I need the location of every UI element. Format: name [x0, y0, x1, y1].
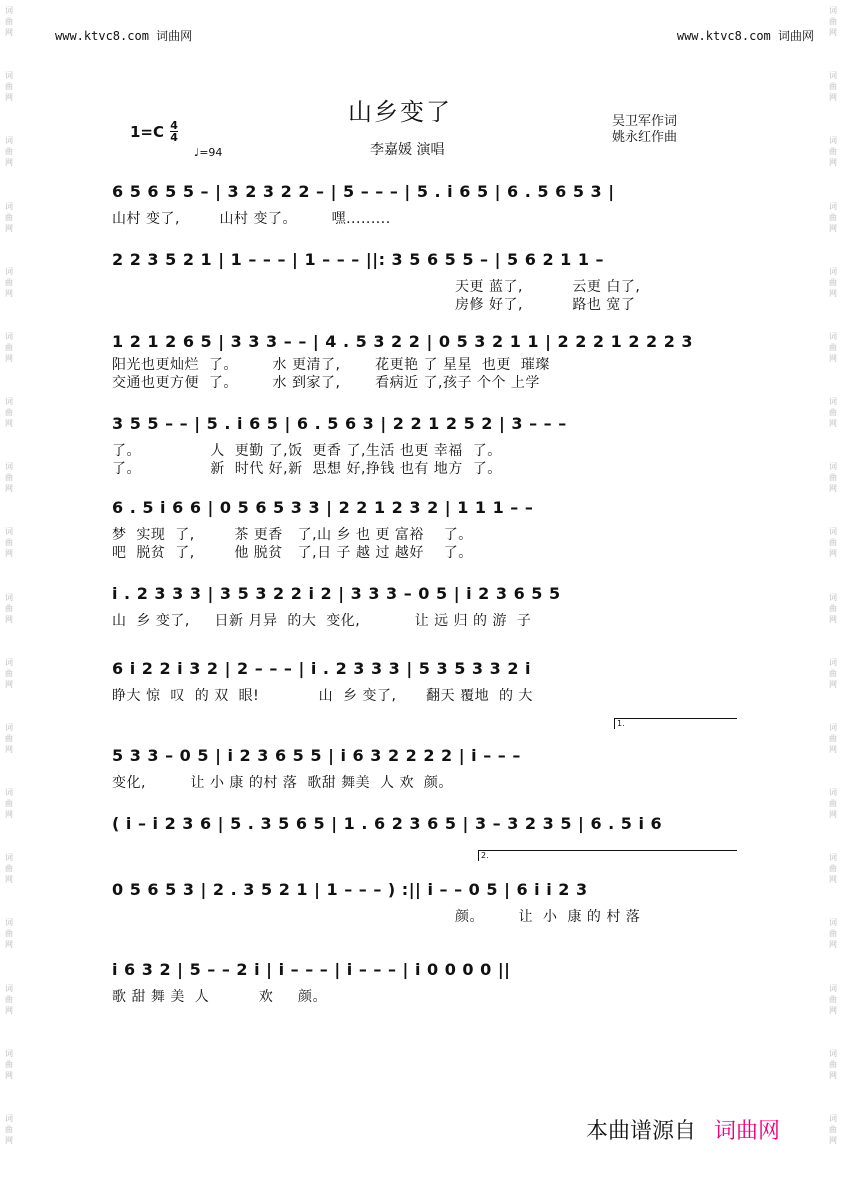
- watermark-glyph: 词: [829, 527, 837, 537]
- watermark-glyph: 曲: [5, 82, 13, 92]
- key-label: 1=C: [130, 122, 165, 141]
- watermark-glyph: 词: [829, 853, 837, 863]
- watermark-glyph: 曲: [829, 473, 837, 483]
- watermark-glyph: 词: [5, 201, 13, 211]
- watermark-glyph: 曲: [829, 538, 837, 548]
- watermark-glyph: 网: [5, 158, 13, 168]
- lyric-line: 睁大 惊 叹 的 双 眼! 山 乡 变了, 翻天 覆地 的 大: [112, 688, 533, 704]
- lyric-line: 了。 人 更勤 了,饭 更香 了,生活 也更 幸福 了。: [112, 443, 502, 459]
- watermark-glyph: 网: [5, 288, 13, 298]
- watermark-glyph: 词: [5, 657, 13, 667]
- watermark-glyph: 曲: [829, 1059, 837, 1069]
- time-top: 4: [170, 119, 178, 132]
- notation-row: [112, 236, 742, 272]
- note-sequence: 6 i 2 2 i 3 2 | 2 – – – | i . 2 3 3 3 | 5 3 5 3 3 2 i: [112, 659, 531, 678]
- source-footer: [586, 1114, 780, 1145]
- watermark-glyph: 网: [829, 419, 837, 429]
- watermark-glyph: 曲: [829, 864, 837, 874]
- watermark-glyph: 网: [5, 1070, 13, 1080]
- watermark-glyph: 网: [829, 744, 837, 754]
- watermark-glyph: 词: [829, 462, 837, 472]
- watermark-glyph: 曲: [829, 668, 837, 678]
- watermark-glyph: 词: [829, 136, 837, 146]
- watermark-glyph: 词: [5, 462, 13, 472]
- lyric-line: 房修 好了, 路也 宽了: [455, 297, 636, 313]
- note-sequence: 5 3 3 – 0 5 | i 2 3 6 5 5 | i 6 3 2 2 2 2 | i – – –: [112, 746, 521, 765]
- lyric-line: 梦 实现 了, 茶 更香 了,山 乡 也 更 富裕 了。: [112, 527, 473, 543]
- lyric-line: 变化, 让 小 康 的村 落 歌甜 舞美 人 欢 颜。: [112, 775, 453, 791]
- key-signature: [130, 120, 178, 143]
- watermark-glyph: 网: [829, 28, 837, 37]
- watermark-glyph: 词: [829, 397, 837, 407]
- watermark-glyph: 曲: [5, 929, 13, 939]
- watermark-glyph: 曲: [829, 799, 837, 809]
- site-url-left[interactable]: www.ktvc8.com 词曲网: [55, 29, 193, 43]
- watermark-glyph: 词: [5, 853, 13, 863]
- watermark-glyph: 词: [829, 722, 837, 732]
- watermark-glyph: 曲: [5, 994, 13, 1004]
- watermark-glyph: 词: [829, 918, 837, 928]
- notation-row: [112, 645, 742, 681]
- watermark-glyph: 曲: [829, 994, 837, 1004]
- source-label: 本曲谱源自: [586, 1119, 697, 1144]
- notation-row: [112, 570, 742, 606]
- watermark-glyph: 词: [5, 136, 13, 146]
- watermark-glyph: 网: [829, 223, 837, 233]
- watermark-glyph: 网: [829, 810, 837, 820]
- watermark-glyph: 网: [829, 679, 837, 689]
- watermark-glyph: 网: [829, 940, 837, 950]
- lyric-line: 阳光也更灿烂 了。 水 更清了, 花更艳 了 星星 也更 璀璨: [112, 357, 550, 373]
- watermark-glyph: 网: [829, 1005, 837, 1015]
- watermark-glyph: 曲: [5, 733, 13, 743]
- watermark-glyph: 网: [5, 614, 13, 624]
- notation-row: [112, 318, 742, 354]
- watermark-glyph: 词: [829, 6, 837, 15]
- note-sequence: 3 5 5 – – | 5 . i 6 5 | 6 . 5 6 3 | 2 2 1 2 5 2 | 3 – – –: [112, 414, 567, 433]
- watermark-glyph: 词: [5, 918, 13, 928]
- lyric-line: 天更 蓝了, 云更 白了,: [455, 279, 641, 295]
- note-sequence: 0 5 6 5 3 | 2 . 3 5 2 1 | 1 – – – ) :|| i – – 0 5 | 6 i i 2 3: [112, 880, 588, 899]
- note-sequence: 1 2 1 2 6 5 | 3 3 3 – – | 4 . 5 3 2 2 | 0 5 3 2 1 1 | 2 2 2 1 2 2 2 3: [112, 332, 694, 351]
- watermark-glyph: 词: [5, 397, 13, 407]
- watermark-glyph: 曲: [829, 212, 837, 222]
- notation-row: [112, 800, 742, 836]
- watermark-glyph: 网: [829, 1135, 837, 1145]
- watermark-glyph: 曲: [829, 733, 837, 743]
- watermark-glyph: 曲: [5, 342, 13, 352]
- note-sequence: i . 2 3 3 3 | 3 5 3 2 2 i 2 | 3 3 3 – 0 5 | i 2 3 6 5 5: [112, 584, 561, 603]
- lyric-line: 山村 变了, 山村 变了。 嘿.........: [112, 211, 391, 227]
- notation-row: [112, 400, 742, 436]
- watermark-glyph: 词: [829, 331, 837, 341]
- song-title: 山乡变了: [348, 98, 452, 126]
- watermark-glyph: 网: [829, 484, 837, 494]
- watermark-glyph: 词: [5, 592, 13, 602]
- watermark-glyph: 曲: [829, 342, 837, 352]
- watermark-glyph: 词: [829, 1048, 837, 1058]
- watermark-glyph: 曲: [5, 799, 13, 809]
- watermark-glyph: 网: [5, 1005, 13, 1015]
- notation-row: [112, 946, 742, 982]
- watermark-glyph: 曲: [5, 603, 13, 613]
- lyric-line: 交通也更方便 了。 水 到家了, 看病近 了,孩子 个个 上学: [112, 375, 540, 391]
- watermark-glyph: 词: [5, 1113, 13, 1123]
- watermark-glyph: 网: [5, 810, 13, 820]
- note-sequence: ( i – i 2 3 6 | 5 . 3 5 6 5 | 1 . 6 2 3 6 5 | 3 – 3 2 3 5 | 6 . 5 i 6: [112, 814, 663, 833]
- time-signature: [170, 120, 178, 143]
- side-watermark-right: [826, 0, 840, 1177]
- watermark-glyph: 曲: [829, 929, 837, 939]
- watermark-glyph: 曲: [5, 212, 13, 222]
- watermark-glyph: 词: [829, 983, 837, 993]
- watermark-glyph: 曲: [829, 408, 837, 418]
- watermark-glyph: 词: [829, 266, 837, 276]
- watermark-glyph: 网: [5, 679, 13, 689]
- watermark-glyph: 曲: [5, 538, 13, 548]
- watermark-glyph: 曲: [829, 277, 837, 287]
- lyric-line: 歌 甜 舞 美 人 欢 颜。: [112, 989, 328, 1005]
- watermark-glyph: 词: [829, 71, 837, 81]
- watermark-glyph: 曲: [5, 1124, 13, 1134]
- notation-row: [112, 866, 742, 902]
- watermark-glyph: 网: [829, 614, 837, 624]
- note-sequence: 6 . 5 i 6 6 | 0 5 6 5 3 3 | 2 2 1 2 3 2 | 1 1 1 – –: [112, 498, 534, 517]
- note-sequence: 6 5 6 5 5 – | 3 2 3 2 2 – | 5 – – – | 5 . i 6 5 | 6 . 5 6 5 3 |: [112, 182, 615, 201]
- watermark-glyph: 网: [5, 223, 13, 233]
- watermark-glyph: 网: [5, 353, 13, 363]
- watermark-glyph: 曲: [5, 17, 13, 26]
- watermark-glyph: 词: [5, 71, 13, 81]
- watermark-glyph: 曲: [5, 147, 13, 157]
- watermark-glyph: 网: [5, 744, 13, 754]
- lyric-line: 吧 脱贫 了, 他 脱贫 了,日 子 越 过 越好 了。: [112, 545, 473, 561]
- side-watermark-left: [2, 0, 16, 1177]
- watermark-glyph: 网: [829, 158, 837, 168]
- watermark-glyph: 词: [5, 983, 13, 993]
- watermark-glyph: 曲: [5, 1059, 13, 1069]
- watermark-glyph: 词: [829, 201, 837, 211]
- composer-credit: 姚永红作曲: [612, 130, 678, 145]
- watermark-glyph: 网: [829, 875, 837, 885]
- watermark-glyph: 网: [829, 549, 837, 559]
- lyric-line: 颜。 让 小 康 的 村 落: [455, 909, 641, 925]
- watermark-glyph: 网: [5, 875, 13, 885]
- notation-row: [112, 732, 742, 768]
- watermark-glyph: 网: [829, 288, 837, 298]
- watermark-glyph: 词: [5, 331, 13, 341]
- watermark-glyph: 曲: [829, 147, 837, 157]
- watermark-glyph: 网: [5, 549, 13, 559]
- watermark-glyph: 网: [5, 940, 13, 950]
- watermark-glyph: 曲: [829, 17, 837, 26]
- watermark-glyph: 曲: [5, 668, 13, 678]
- watermark-glyph: 词: [5, 722, 13, 732]
- source-brand[interactable]: 词曲网: [714, 1119, 781, 1144]
- volta-second: 2.: [478, 850, 737, 861]
- watermark-glyph: 网: [5, 419, 13, 429]
- watermark-glyph: 曲: [5, 473, 13, 483]
- lyricist-credit: 吴卫军作词: [612, 114, 678, 129]
- watermark-glyph: 曲: [829, 603, 837, 613]
- watermark-glyph: 词: [829, 788, 837, 798]
- watermark-glyph: 网: [829, 1070, 837, 1080]
- watermark-glyph: 词: [829, 1113, 837, 1123]
- watermark-glyph: 曲: [5, 408, 13, 418]
- time-bottom: 4: [170, 131, 178, 144]
- watermark-glyph: 曲: [829, 1124, 837, 1134]
- watermark-glyph: 词: [5, 1048, 13, 1058]
- lyric-line: 山 乡 变了, 日新 月异 的大 变化, 让 远 归 的 游 子: [112, 613, 532, 629]
- watermark-glyph: 网: [5, 28, 13, 37]
- watermark-glyph: 词: [5, 527, 13, 537]
- singer-credit: 李嘉媛 演唱: [370, 142, 445, 158]
- watermark-glyph: 网: [5, 1135, 13, 1145]
- watermark-glyph: 网: [5, 93, 13, 103]
- watermark-glyph: 曲: [5, 864, 13, 874]
- tempo-mark: ♩=94: [194, 146, 223, 159]
- lyric-line: 了。 新 时代 好,新 思想 好,挣钱 也有 地方 了。: [112, 461, 502, 477]
- watermark-glyph: 词: [5, 788, 13, 798]
- watermark-glyph: 网: [5, 484, 13, 494]
- watermark-glyph: 曲: [829, 82, 837, 92]
- site-url-right[interactable]: www.ktvc8.com 词曲网: [676, 29, 814, 43]
- watermark-glyph: 词: [5, 6, 13, 15]
- note-sequence: 2 2 3 5 2 1 | 1 – – – | 1 – – – ||: 3 5 6 5 5 – | 5 6 2 1 1 –: [112, 250, 605, 269]
- watermark-glyph: 词: [829, 592, 837, 602]
- watermark-glyph: 词: [829, 657, 837, 667]
- watermark-glyph: 词: [5, 266, 13, 276]
- notation-row: [112, 484, 742, 520]
- watermark-glyph: 曲: [5, 277, 13, 287]
- watermark-glyph: 网: [829, 353, 837, 363]
- credits: [612, 114, 677, 146]
- notation-row: [112, 168, 742, 204]
- note-sequence: i 6 3 2 | 5 – – 2 i | i – – – | i – – – | i 0 0 0 0 ||: [112, 960, 511, 979]
- volta-first: 1.: [614, 718, 737, 729]
- watermark-glyph: 网: [829, 93, 837, 103]
